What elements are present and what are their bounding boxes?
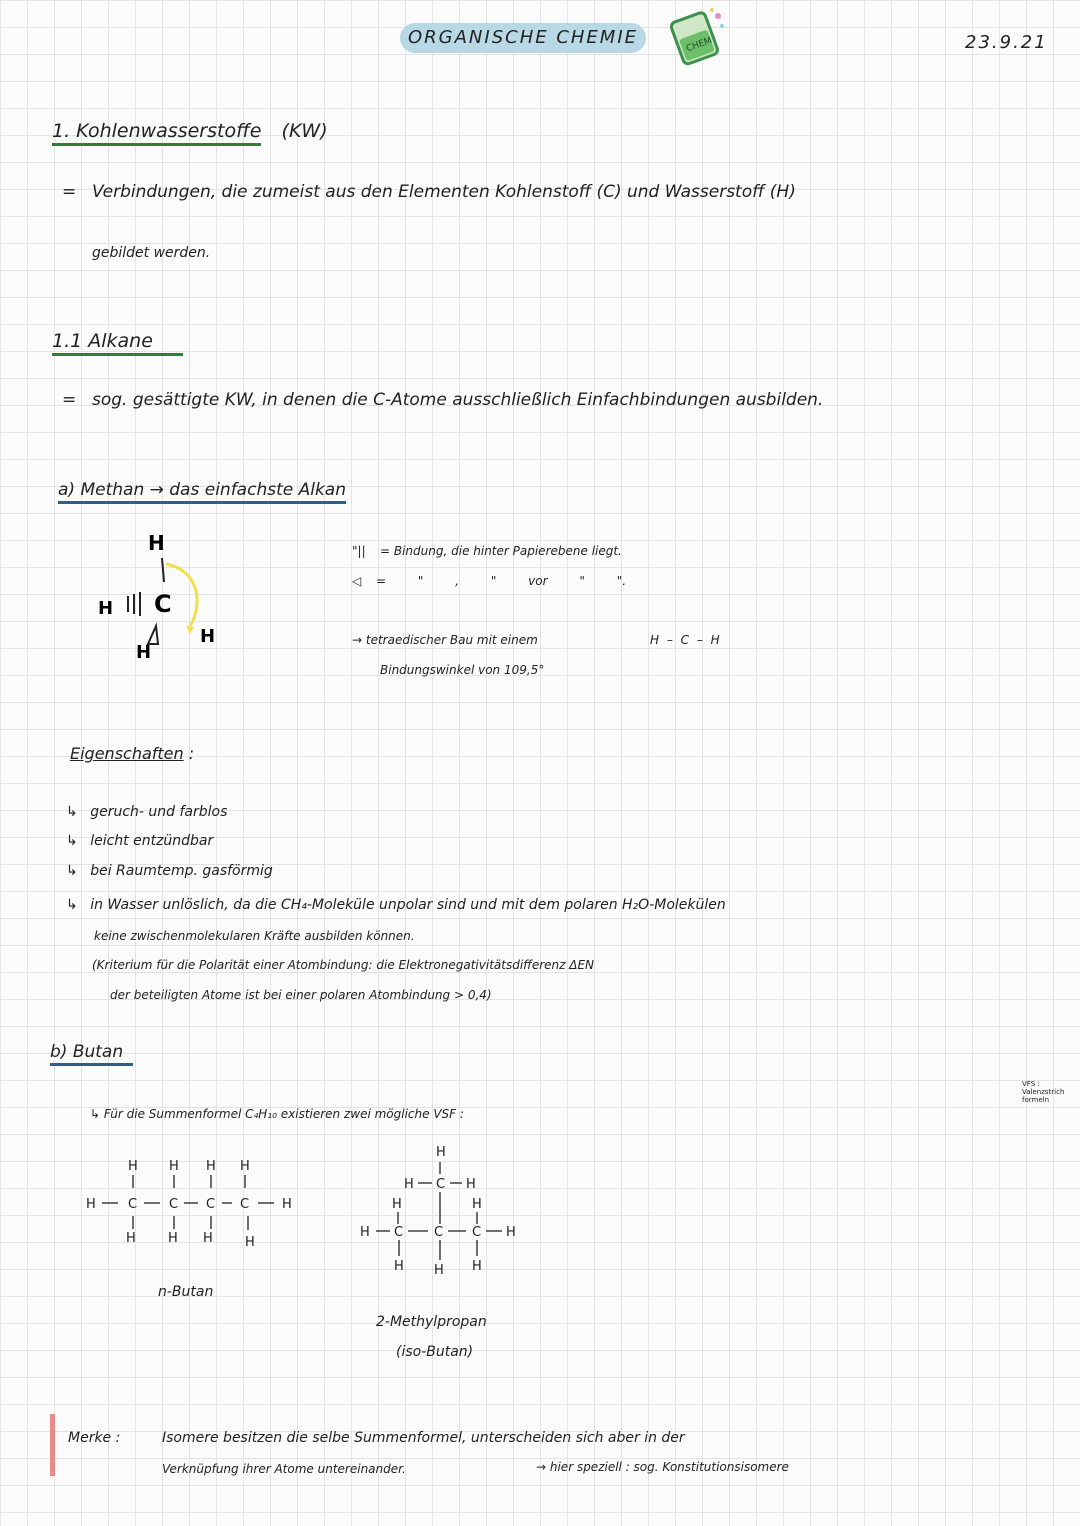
n-butan-structure <box>80 1150 310 1260</box>
legend-wedge-text: = " , " vor " ". <box>376 574 627 588</box>
section-abbr: (KW) <box>281 120 328 142</box>
merke-line-1: Isomere besitzen die selbe Summenformel, unterscheiden sich aber in der <box>162 1430 685 1446</box>
list-item-continuation: (Kriterium für die Polarität einer Atombindung: die Elektronegativitätsdifferenz ΔEN <box>92 958 595 972</box>
atom-h-bottom: H <box>136 642 152 663</box>
legend-hash-symbol: "|| <box>352 544 366 558</box>
eigenschaften-heading-text: Eigenschaften <box>70 744 184 763</box>
svg-text:H: H <box>168 1231 178 1246</box>
methan-structure <box>90 526 240 666</box>
merke-line-2: Verknüpfung ihrer Atome untereinander. <box>162 1462 406 1476</box>
list-item <box>66 833 213 849</box>
definition-line-1: Verbindungen, die zumeist aus den Elementen Kohlenstoff (C) und Wasserstoff (H) <box>92 182 796 202</box>
list-item-continuation: keine zwischenmolekularen Kräfte ausbilden können. <box>94 929 415 943</box>
svg-text:H: H <box>245 1235 255 1250</box>
butan-intro: ↳ Für die Summenformel C₄H₁₀ existieren zwei mögliche VSF : <box>90 1107 464 1121</box>
svg-text:C: C <box>206 1197 216 1212</box>
section-heading-kohlenwasserstoffe <box>52 120 328 142</box>
merke-label: Merke : <box>68 1430 121 1446</box>
list-item <box>66 897 726 913</box>
methan-heading <box>58 480 346 500</box>
list-item-text: geruch- und farblos <box>90 804 228 820</box>
svg-text:C: C <box>128 1197 138 1212</box>
atom-h-top: H <box>148 531 165 555</box>
alkane-eq: = <box>62 390 77 410</box>
svg-text:H: H <box>169 1159 179 1174</box>
tetra-line-2: Bindungswinkel von 109,5° <box>380 663 545 677</box>
list-item-text: in Wasser unlöslich, da die CH₄-Moleküle unpolar sind und mit dem polaren H₂O-Molekülen <box>90 897 726 913</box>
bullet-arrow-icon: ↳ <box>66 897 78 913</box>
list-item-continuation: der beteiligten Atome ist bei einer polaren Atombindung > 0,4) <box>110 988 492 1002</box>
svg-text:H: H <box>282 1197 292 1212</box>
bullet-arrow-icon: ↳ <box>66 833 78 849</box>
iso-butan-atoms <box>360 1145 516 1278</box>
svg-text:H: H <box>434 1263 444 1278</box>
legend-wedge-symbol: ◁ <box>352 574 362 588</box>
list-item-text: bei Raumtemp. gasförmig <box>90 863 273 879</box>
svg-text:H: H <box>126 1231 136 1246</box>
svg-text:C: C <box>434 1225 444 1240</box>
svg-text:H: H <box>506 1225 516 1240</box>
atom-h-left: H <box>98 598 114 619</box>
svg-text:C: C <box>240 1197 250 1212</box>
side-note-line: formeln <box>1022 1096 1050 1104</box>
merke-bar <box>50 1414 55 1476</box>
butan-heading <box>50 1042 133 1062</box>
chem-badge-text: CHEM <box>685 35 714 55</box>
n-butan-label: n-Butan <box>158 1284 214 1300</box>
iso-butan-structure <box>350 1140 540 1280</box>
bullet-arrow-icon: ↳ <box>66 863 78 879</box>
legend-hash-text: = Bindung, die hinter Papierebene liegt. <box>380 544 622 558</box>
eigenschaften-heading <box>70 744 194 763</box>
side-note-line: VFS : <box>1022 1080 1040 1088</box>
section-heading-alkane <box>52 330 183 352</box>
tetra-line-1: → tetraedischer Bau mit einem <box>352 633 538 647</box>
svg-text:H: H <box>472 1197 482 1212</box>
section-heading-text: 1.1 Alkane <box>52 330 183 356</box>
list-item-text: leicht entzündbar <box>90 833 214 849</box>
svg-text:H: H <box>206 1159 216 1174</box>
n-butan-atoms <box>86 1159 292 1250</box>
chem-beaker-icon <box>660 4 730 70</box>
svg-text:H: H <box>392 1197 402 1212</box>
alkane-definition: sog. gesättigte KW, in denen die C-Atome ausschließlich Einfachbindungen ausbilden. <box>92 390 824 410</box>
side-note <box>1022 1080 1064 1104</box>
svg-text:C: C <box>394 1225 404 1240</box>
hashed-bond <box>128 592 140 616</box>
list-item <box>66 804 227 820</box>
svg-text:H: H <box>128 1159 138 1174</box>
butan-heading-text: b) Butan <box>50 1042 133 1066</box>
iso-butan-label: 2-Methylpropan <box>376 1314 487 1330</box>
side-note-line: Valenzstrich <box>1022 1088 1065 1096</box>
svg-text:H: H <box>472 1259 482 1274</box>
svg-text:H: H <box>394 1259 404 1274</box>
svg-text:H: H <box>466 1177 476 1192</box>
bullet-arrow-icon: ↳ <box>66 804 78 820</box>
definition-eq: = <box>62 182 77 202</box>
merke-line-2-arrow: → hier speziell : sog. Konstitutionsisomere <box>536 1460 789 1474</box>
page-date: 23.9.21 <box>965 32 1048 53</box>
tetra-angle-formula: H – C – H <box>650 633 720 647</box>
eigenschaften-colon: : <box>188 744 195 763</box>
iso-butan-label-2: (iso-Butan) <box>396 1344 474 1360</box>
definition-line-2: gebildet werden. <box>92 245 211 261</box>
svg-text:C: C <box>472 1225 482 1240</box>
methan-heading-text: a) Methan → das einfachste Alkan <box>58 480 346 504</box>
svg-text:H: H <box>86 1197 96 1212</box>
svg-text:H: H <box>240 1159 250 1174</box>
svg-text:H: H <box>360 1225 370 1240</box>
atom-h-right: H <box>200 626 216 647</box>
svg-text:H: H <box>404 1177 414 1192</box>
page-title: ORGANISCHE CHEMIE <box>400 23 646 53</box>
list-item <box>66 863 273 879</box>
svg-text:H: H <box>203 1231 213 1246</box>
atom-c: C <box>154 590 172 618</box>
svg-text:C: C <box>436 1177 446 1192</box>
svg-text:C: C <box>169 1197 179 1212</box>
svg-text:H: H <box>436 1145 446 1160</box>
section-heading-text: 1. Kohlenwasserstoffe <box>52 120 261 146</box>
